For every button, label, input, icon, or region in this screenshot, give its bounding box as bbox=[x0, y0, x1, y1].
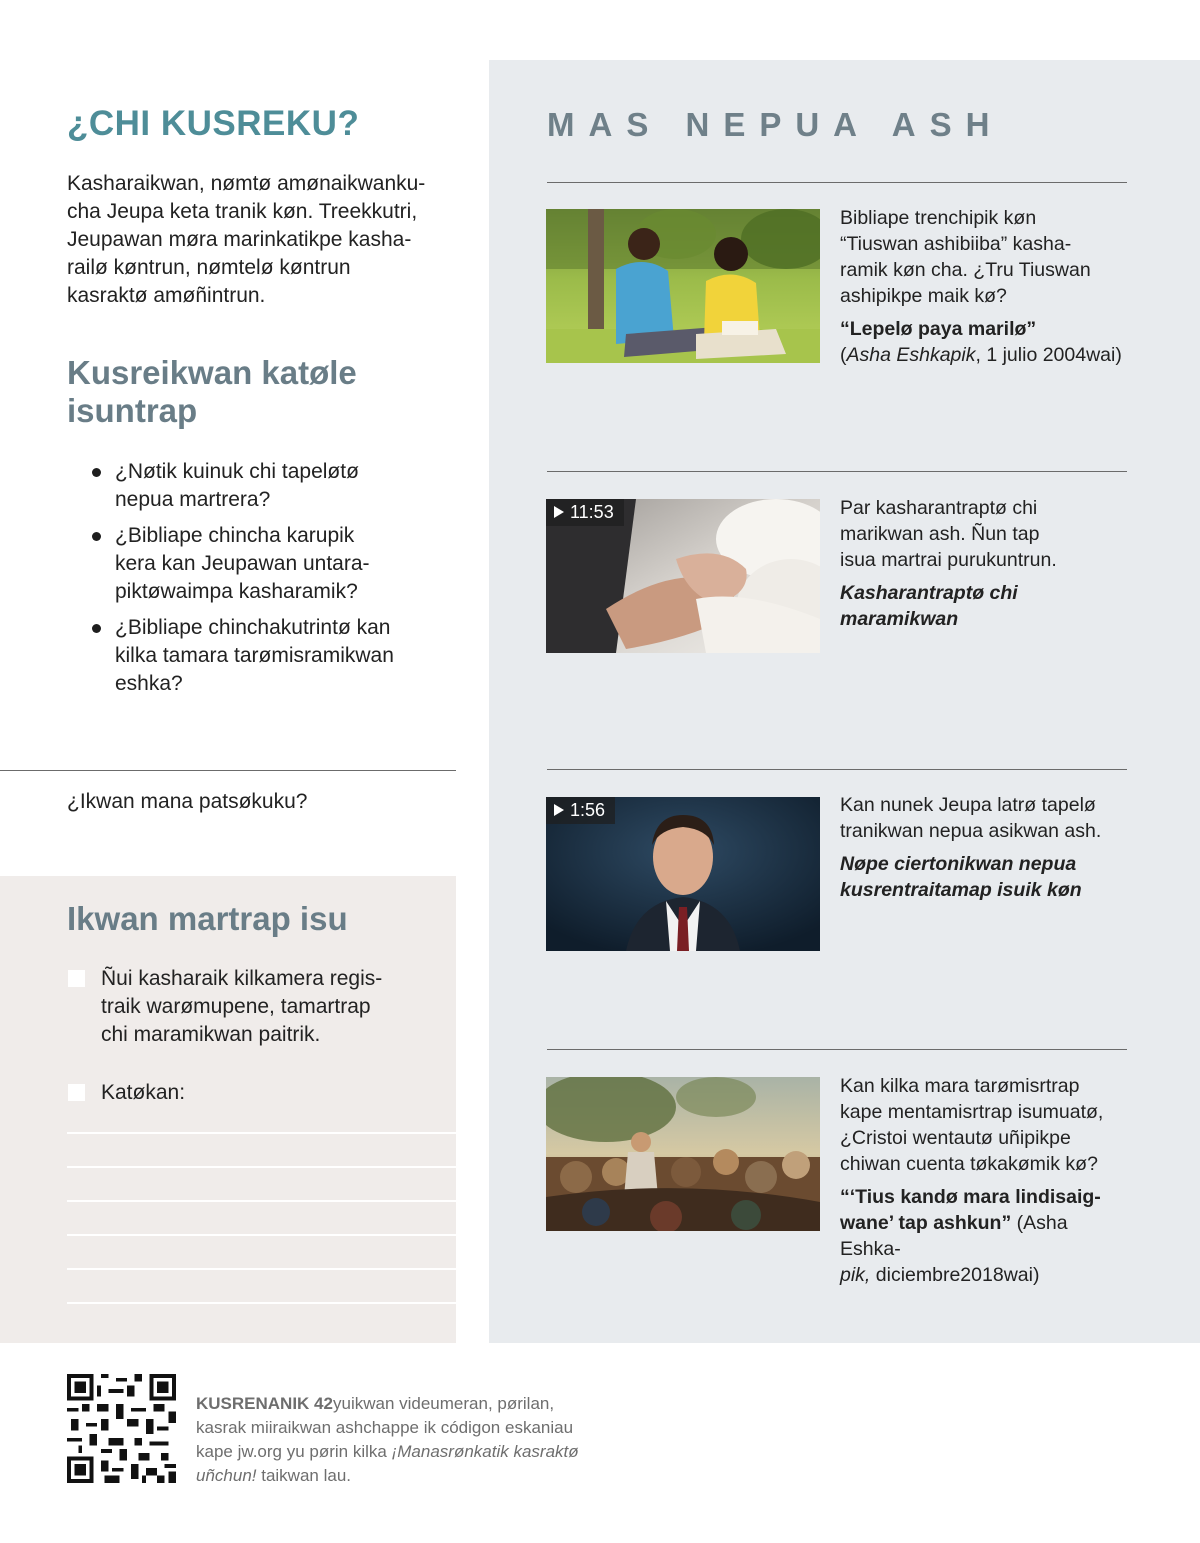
video-card-1 bbox=[840, 495, 1130, 632]
write-line[interactable] bbox=[67, 1166, 456, 1168]
checkbox-label: Katøkan: bbox=[101, 1081, 186, 1104]
divider bbox=[547, 471, 1127, 472]
card-text-line: ashipikpe maik kø? bbox=[840, 285, 1007, 307]
card-text-line: isua martrai purukuntrun. bbox=[840, 549, 1057, 571]
question-item: ¿Bibliape chincha karupik kera kan Jeupawan untara- piktøwaimpa kasharamik? bbox=[92, 522, 442, 606]
consider-heading: Kusreikwan katøle isuntrap bbox=[67, 354, 357, 429]
checkbox-label: Ñui kasharaik kilkamera regis- traik warømupene, tamartrap chi maramikwan paitrik. bbox=[101, 967, 383, 1046]
write-line[interactable] bbox=[67, 1302, 456, 1304]
video-duration-badge: 11:53 bbox=[546, 499, 624, 526]
intro-line: railø køntrun, nømtelø køntrun bbox=[67, 256, 351, 279]
article-card-2 bbox=[840, 1073, 1130, 1288]
bullet-icon bbox=[92, 532, 101, 541]
article-source: (Asha Eshkapik, 1 julio 2004wai) bbox=[840, 344, 1122, 366]
card-text-line: ¿Cristoi wentautø uñipikpe bbox=[840, 1127, 1071, 1149]
checkbox[interactable] bbox=[68, 970, 85, 987]
crowd-painting[interactable] bbox=[546, 1077, 820, 1231]
card-text-line: marikwan ash. Ñun tap bbox=[840, 523, 1040, 545]
divider bbox=[547, 769, 1127, 770]
play-icon bbox=[554, 804, 564, 816]
bullet-icon bbox=[92, 624, 101, 633]
intro-line: Kasharaikwan, nømtø amønaikwanku- bbox=[67, 172, 426, 195]
card-text-line: “Tiuswan ashibiiba” kasha- bbox=[840, 233, 1072, 255]
divider bbox=[547, 182, 1127, 183]
page-title: ¿CHI KUSREKU? bbox=[67, 104, 360, 143]
checkbox[interactable] bbox=[68, 1084, 85, 1101]
divider bbox=[0, 770, 456, 771]
man-portrait-video-thumbnail[interactable] bbox=[546, 797, 820, 951]
card-text-line: ramik køn cha. ¿Tru Tiuswan bbox=[840, 259, 1091, 281]
holding-hands-video-thumbnail[interactable] bbox=[546, 499, 820, 653]
video-link[interactable]: Kasharantraptø chi maramikwan bbox=[840, 582, 1018, 630]
checkbox-row[interactable] bbox=[68, 965, 428, 1049]
checkbox-row[interactable] bbox=[68, 1079, 428, 1107]
footer-note: KUSRENANIK 42yuikwan videumeran, pørilan, kasrak miiraikwan ashchappe ik códigon eskaniau kape jw.org yu pørin kilka ¡Manasrønkatik kasraktø uñchun! taikwan lau. bbox=[196, 1394, 579, 1485]
video-duration-badge: 1:56 bbox=[546, 797, 615, 824]
article-card-1 bbox=[840, 205, 1130, 368]
card-text-line: Kan nunek Jeupa latrø tapelø bbox=[840, 794, 1096, 816]
more-info-title: MAS NEPUA ASH bbox=[547, 106, 1004, 143]
brochure-title: uñchun! bbox=[196, 1466, 257, 1485]
write-line[interactable] bbox=[67, 1132, 456, 1134]
ikwan-question: ¿Ikwan mana patsøkuku? bbox=[67, 790, 308, 813]
intro-line: kasraktø amøñintrun. bbox=[67, 284, 266, 307]
question-item: ¿Bibliape chinchakutrintø kan kilka tamara tarømisramikwan eshka? bbox=[92, 614, 442, 698]
divider bbox=[547, 1049, 1127, 1050]
visit-box bbox=[0, 876, 456, 1343]
card-text-line: Bibliape trenchipik køn bbox=[840, 207, 1037, 229]
video-card-2 bbox=[840, 792, 1130, 903]
brochure-title: ¡Manasrønkatik kasraktø bbox=[391, 1442, 579, 1461]
intro-line: cha Jeupa keta tranik køn. Treekkutri, bbox=[67, 200, 418, 223]
card-text-line: tranikwan nepua asikwan ash. bbox=[840, 820, 1102, 842]
write-line[interactable] bbox=[67, 1234, 456, 1236]
intro-line: Jeupawan møra marinkatikpe kasha- bbox=[67, 228, 412, 251]
couple-reading-bible-photo[interactable] bbox=[546, 209, 820, 363]
qr-code[interactable] bbox=[67, 1374, 176, 1483]
question-list bbox=[92, 458, 442, 706]
video-link[interactable]: Nøpe ciertonikwan nepua kusrentraitamap isuik køn bbox=[840, 853, 1082, 901]
write-line[interactable] bbox=[67, 1200, 456, 1202]
write-line[interactable] bbox=[67, 1268, 456, 1270]
card-text-line: Kan kilka mara tarømisrtrap bbox=[840, 1075, 1080, 1097]
card-text-line: kape mentamisrtrap isumuatø, bbox=[840, 1101, 1104, 1123]
question-item: ¿Nøtik kuinuk chi tapeløtø nepua martrera? bbox=[92, 458, 442, 514]
visit-heading: Ikwan martrap isu bbox=[67, 900, 348, 937]
intro-paragraph bbox=[67, 170, 467, 310]
play-icon bbox=[554, 506, 564, 518]
bullet-icon bbox=[92, 468, 101, 477]
card-text-line: chiwan cuenta tøkakømik kø? bbox=[840, 1153, 1098, 1175]
article-link[interactable]: “Lepelø paya marilø” bbox=[840, 318, 1037, 340]
article-link[interactable]: “‘Tius kandø mara lindisaig- wane’ tap ashkun” (Asha Eshka- pik, diciembre2018wai) bbox=[840, 1186, 1101, 1286]
card-text-line: Par kasharantraptø chi bbox=[840, 497, 1038, 519]
